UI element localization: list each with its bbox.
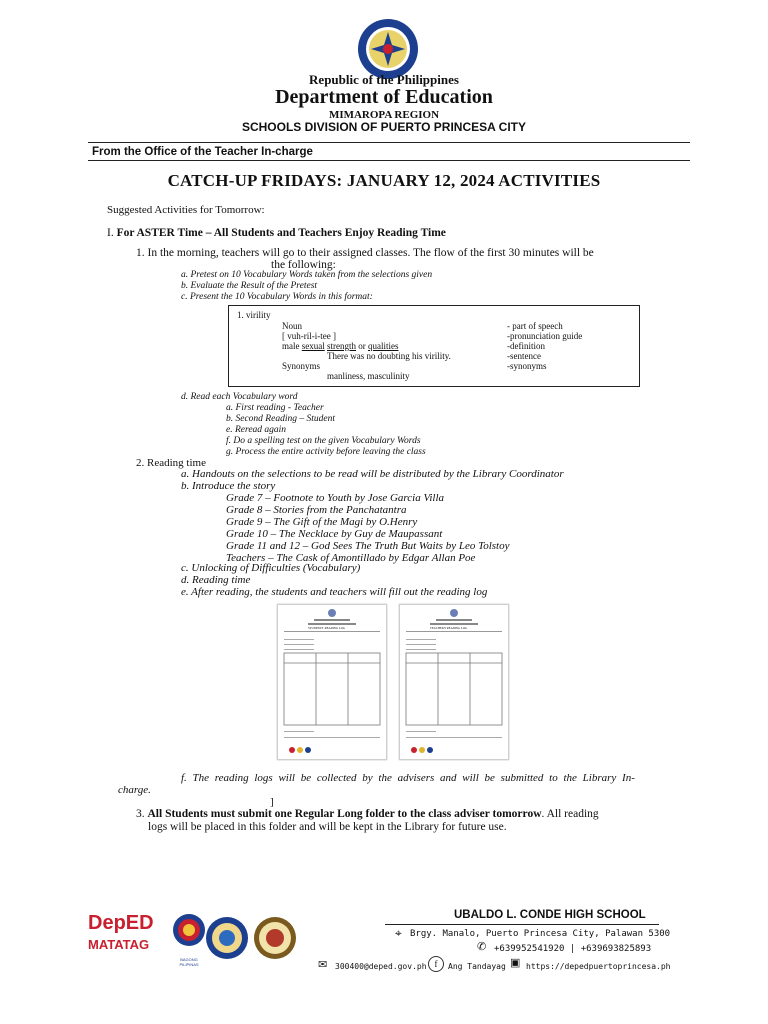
step-4: f. Do a spelling test on the given Vocabulary Words xyxy=(226,436,421,446)
school-website[interactable]: https://depedpuertoprincesa.ph xyxy=(526,962,671,971)
footer-rule xyxy=(385,924,659,925)
office-line: From the Office of the Teacher In-charge xyxy=(92,146,313,158)
legend-sentence: -sentence xyxy=(507,351,541,361)
vocab-pos: Noun xyxy=(282,321,302,331)
school-email[interactable]: 300400@deped.gov.ph xyxy=(335,962,427,971)
step-5: g. Process the entire activity before leaving the class xyxy=(226,447,426,457)
legend-pos: - part of speech xyxy=(507,321,563,331)
vocab-sentence: There was no doubting his virility. xyxy=(327,351,451,361)
item2-e: e. After reading, the students and teachers will fill out the reading log xyxy=(181,586,488,598)
item1-line1: 1. In the morning, teachers will go to their assigned classes. The flow of the first 30 minutes will be xyxy=(136,247,594,259)
division-seal-logo xyxy=(205,916,249,960)
vocab-synonyms-label: Synonyms xyxy=(282,361,321,371)
students-log-title: STUDENTS' READING LOG xyxy=(308,626,346,630)
vocabulary-format-box xyxy=(228,305,640,387)
location-pin-icon: ⌖ xyxy=(395,926,402,940)
school-phone: +639952541920 | +639693825893 xyxy=(494,944,652,954)
vocab-pronunciation: [ vuh-ril-i-tee ] xyxy=(282,331,336,341)
deped-seal-logo xyxy=(357,18,419,80)
bagong-pilipinas-logo xyxy=(172,912,206,967)
bagong-text: BAGONG PILIPINAS xyxy=(179,957,199,967)
department-line: Department of Education xyxy=(275,86,493,108)
story-teachers: Teachers – The Cask of Amontillado by Edgar Allan Poe xyxy=(226,552,476,564)
facebook-page[interactable]: Ang Tandayag xyxy=(448,962,506,971)
header-rule xyxy=(88,142,690,143)
deped-logo-text: DepED xyxy=(88,912,154,934)
story-grade11-12: Grade 11 and 12 – God Sees The Truth But Waits by Leo Tolstoy xyxy=(226,540,510,552)
item2-c: c. Unlocking of Difficulties (Vocabulary) xyxy=(181,562,361,574)
vocab-definition xyxy=(282,341,399,351)
facebook-icon: f xyxy=(428,956,444,972)
teachers-log-title: TEACHER'S READING LOG xyxy=(430,626,468,630)
item1-line2: the following: xyxy=(271,259,336,271)
story-grade10: Grade 10 – The Necklace by Guy de Maupassant xyxy=(226,528,443,540)
legend-pron: -pronunciation guide xyxy=(507,331,583,341)
vocab-synonyms: manliness, masculinity xyxy=(327,371,410,381)
item2-b: b. Introduce the story xyxy=(181,480,276,492)
vocab-word: 1. virility xyxy=(237,310,271,320)
def-link-2: strength xyxy=(327,341,356,351)
def-or: or xyxy=(356,341,368,351)
section-heading xyxy=(107,227,446,239)
item3-rest: . All reading xyxy=(541,808,599,820)
sub-a: a. Pretest on 10 Vocabulary Words taken from the selections given xyxy=(181,270,433,280)
intro-text: Suggested Activities for Tomorrow: xyxy=(107,204,265,216)
item2-f-line2: charge. xyxy=(118,784,151,796)
item2-f-line1: f. The reading logs will be collected by the advisers and will be submitted to the Library In- xyxy=(181,772,635,784)
item3-bold: All Students must submit one Regular Long folder to the class adviser tomorrow xyxy=(147,808,542,820)
step-1: a. First reading - Teacher xyxy=(226,403,324,413)
region-line: MIMAROPA REGION xyxy=(328,109,440,121)
school-address: Brgy. Manalo, Puerto Princesa City, Palawan 5300 xyxy=(410,929,671,939)
division-line: SCHOOLS DIVISION OF PUERTO PRINCESA CITY xyxy=(241,120,527,134)
school-seal-logo xyxy=(253,916,297,960)
item2-a: a. Handouts on the selections to be read will be distributed by the Library Coordinator xyxy=(181,468,564,480)
teachers-reading-log-image xyxy=(399,604,509,760)
website-icon: ▣ xyxy=(510,957,521,969)
item3-line2: logs will be placed in this folder and will be kept in the Library for future use. xyxy=(148,821,507,833)
step-2: b. Second Reading – Student xyxy=(226,414,335,424)
section-number: I. xyxy=(107,227,114,239)
story-grade9: Grade 9 – The Gift of the Magi by O.Henry xyxy=(226,516,418,528)
item2-d: d. Reading time xyxy=(181,574,251,586)
step-3: e. Reread again xyxy=(226,425,287,435)
phone-icon: ✆ xyxy=(477,941,487,953)
students-reading-log-image xyxy=(277,604,387,760)
document-title: CATCH-UP FRIDAYS: JANUARY 12, 2024 ACTIVITIES xyxy=(167,171,601,190)
legend-def: -definition xyxy=(507,341,545,351)
section-title: For ASTER Time – All Students and Teachers Enjoy Reading Time xyxy=(116,227,446,239)
republic-line: Republic of the Philippines xyxy=(309,72,459,87)
legend-synonyms: -synonyms xyxy=(507,361,547,371)
sub-c: c. Present the 10 Vocabulary Words in this format: xyxy=(181,292,373,302)
stray-bracket: ] xyxy=(270,796,274,808)
item2-label: 2. Reading time xyxy=(136,457,206,469)
story-grade8: Grade 8 – Stories from the Panchatantra xyxy=(226,504,407,516)
deped-matatag-logo xyxy=(88,912,172,972)
email-icon: ✉ xyxy=(318,959,328,971)
school-name: UBALDO L. CONDE HIGH SCHOOL xyxy=(454,909,646,921)
def-link-3: qualities xyxy=(368,341,399,351)
office-rule xyxy=(88,160,690,161)
def-link-1: sexual xyxy=(301,341,325,351)
item3-line1 xyxy=(136,808,599,820)
matatag-logo-text: MATATAG xyxy=(88,937,150,952)
story-grade7: Grade 7 – Footnote to Youth by Jose Garcia Villa xyxy=(226,492,445,504)
item3-number: 3. xyxy=(136,808,145,820)
def-text: male xyxy=(282,341,302,351)
sub-d: d. Read each Vocabulary word xyxy=(181,392,298,402)
sub-b: b. Evaluate the Result of the Pretest xyxy=(181,281,318,291)
